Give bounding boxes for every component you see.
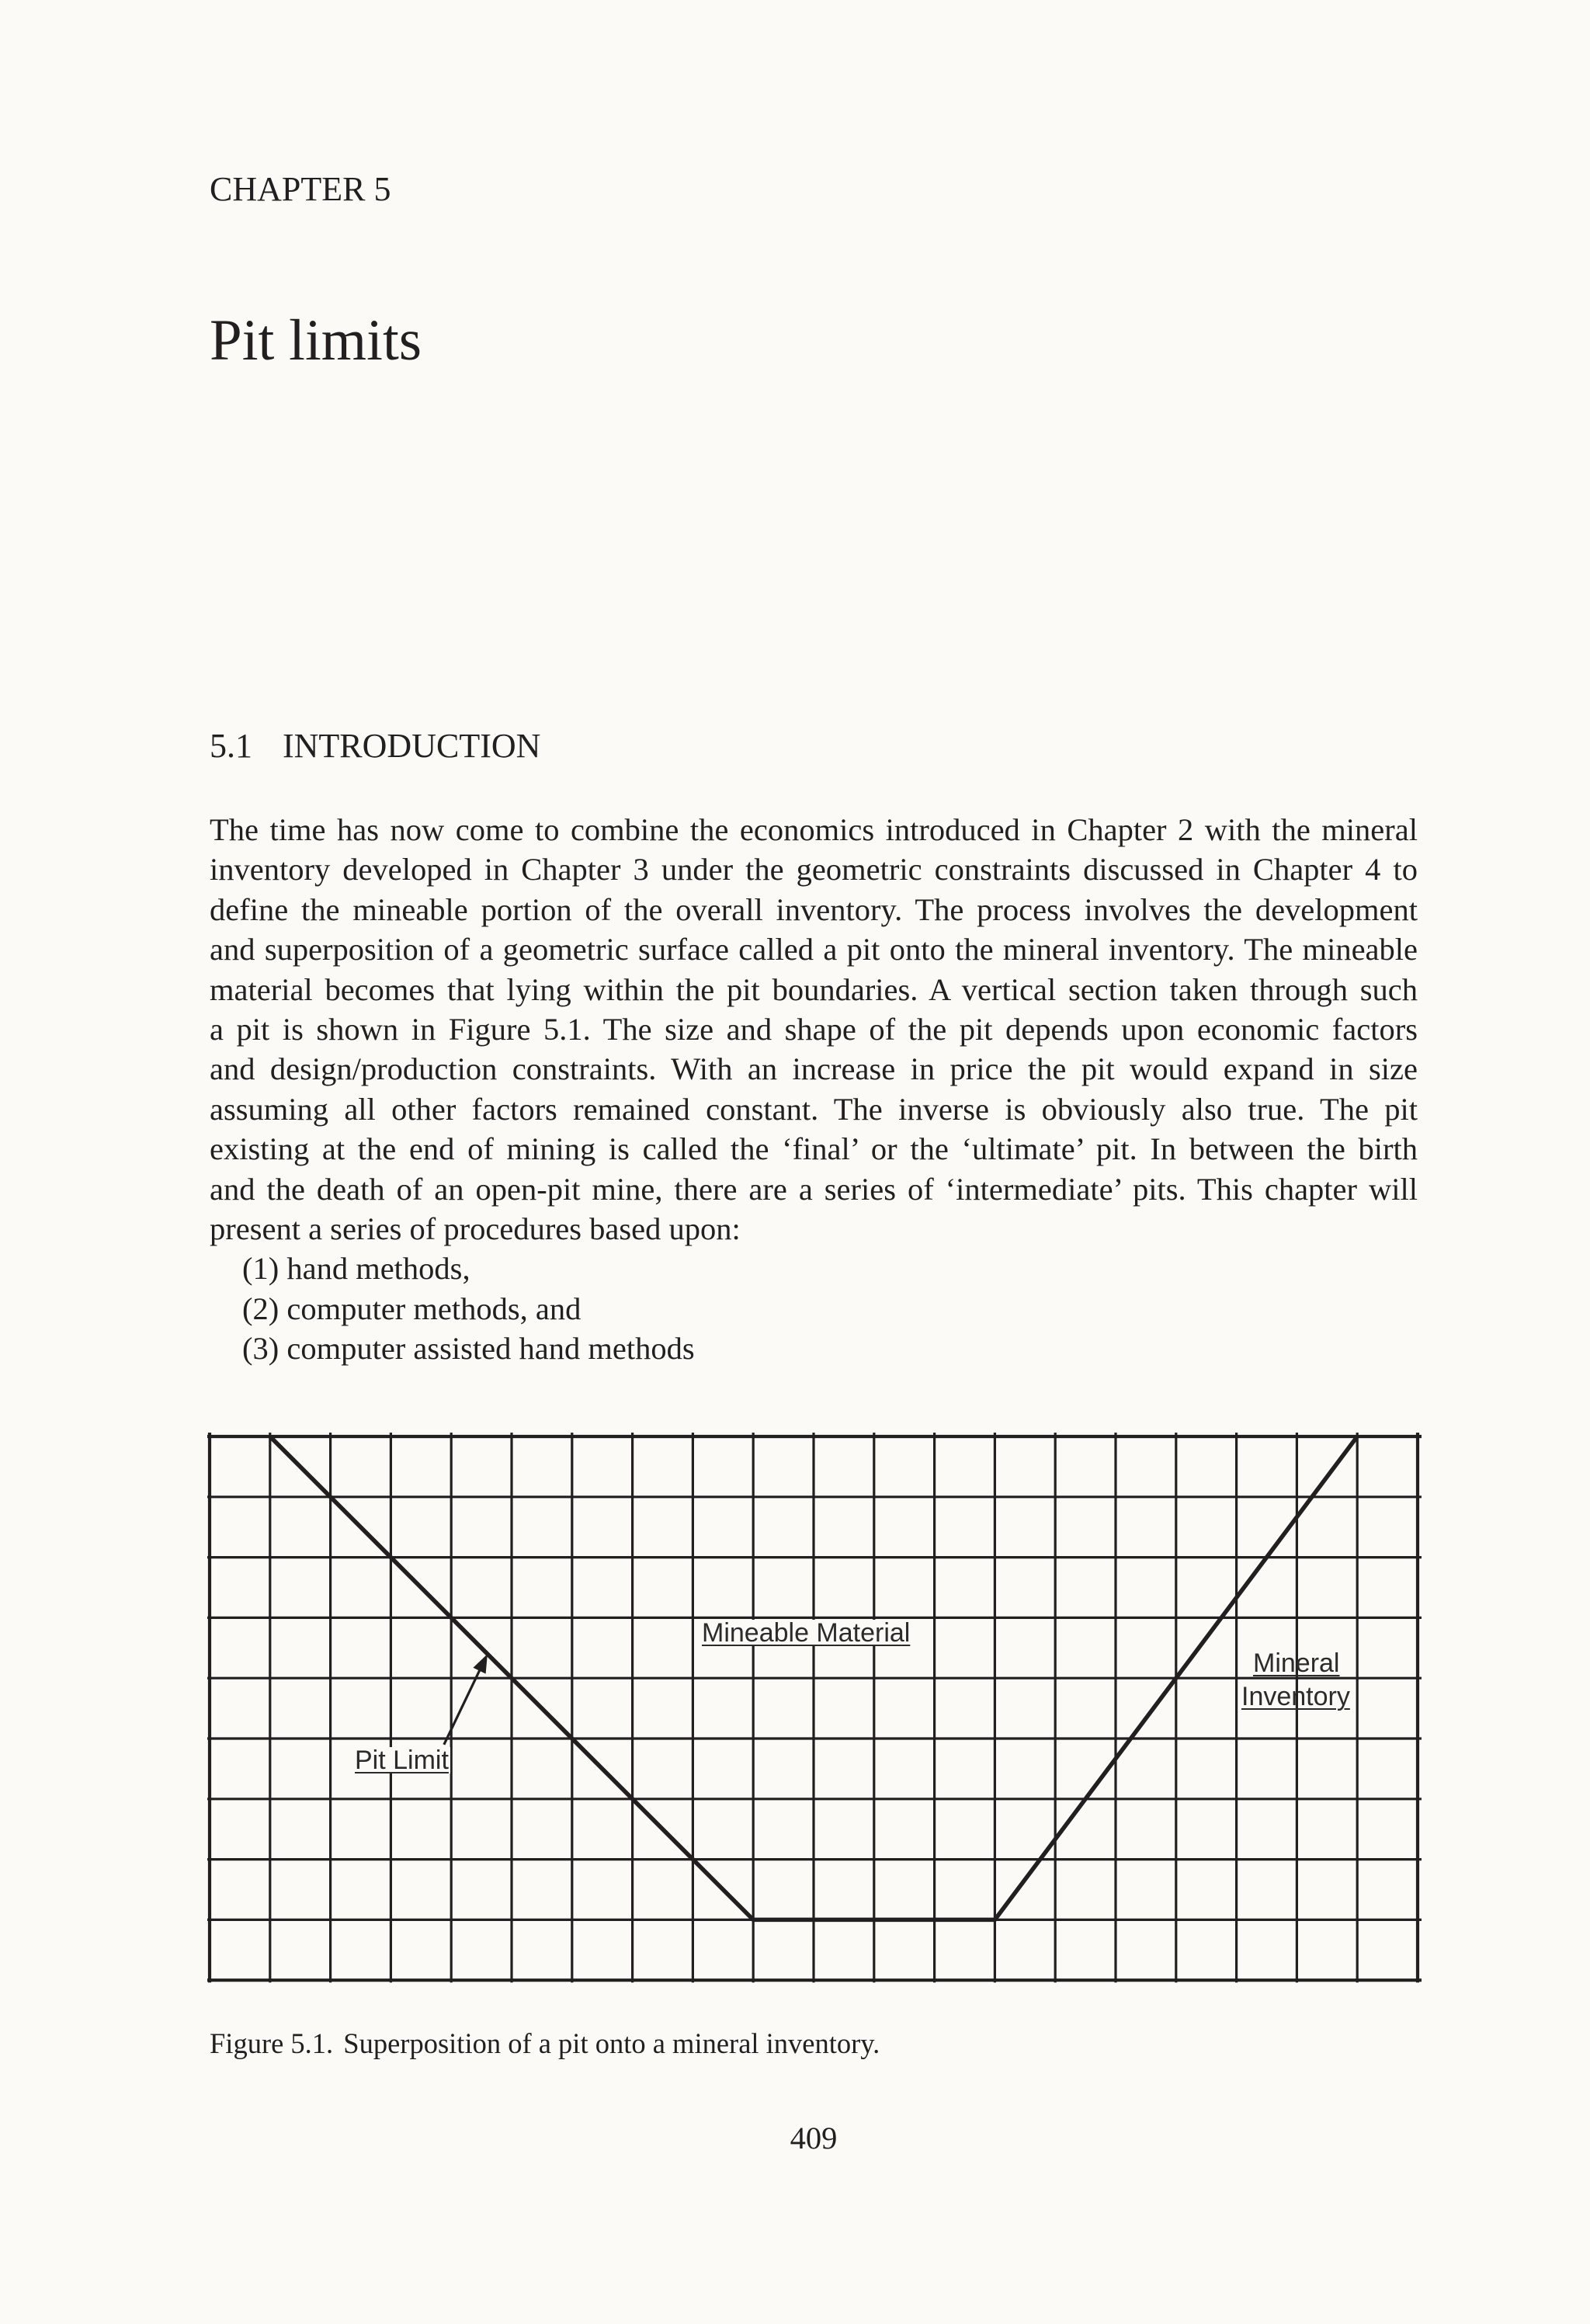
chapter-title: Pit limits — [210, 308, 422, 373]
section-heading — [210, 729, 540, 763]
figure-caption — [210, 2027, 880, 2059]
label-mineable-material: Mineable Material — [702, 1618, 911, 1648]
body-line: and design/production constraints. With an increase in price the pit would expand in size — [210, 1051, 1418, 1087]
body-line: present a series of procedures based upon: — [210, 1211, 741, 1247]
label-pit-limit: Pit Limit — [355, 1746, 449, 1775]
caption-text: Superposition of a pit onto a mineral inventory. — [343, 2027, 880, 2059]
method-list — [242, 1249, 695, 1368]
pit-limit-arrowhead — [473, 1654, 488, 1674]
label-inventory: Inventory — [1241, 1682, 1350, 1711]
label-mineral: Mineral — [1253, 1648, 1340, 1678]
list-item: (3) computer assisted hand methods — [242, 1331, 695, 1367]
body-line: The time has now come to combine the economics introduced in Chapter 2 with the mineral — [210, 812, 1418, 847]
body-line: and superposition of a geometric surface called a pit onto the mineral inventory. The mineable — [210, 932, 1418, 967]
body-line: inventory developed in Chapter 3 under the geometric constraints discussed in Chapter 4 to — [210, 852, 1418, 888]
body-line: define the mineable portion of the overall inventory. The process involves the development — [210, 891, 1418, 927]
section-number: 5.1 — [210, 727, 252, 765]
body-line: assuming all other factors remained constant. The inverse is obviously also true. The pit — [210, 1091, 1418, 1127]
chapter-label: CHAPTER 5 — [210, 170, 391, 208]
list-item: (1) hand methods, — [242, 1251, 470, 1287]
body-paragraph — [210, 810, 1418, 1249]
caption-label: Figure 5.1. — [210, 2027, 334, 2059]
body-line: and the death of an open-pit mine, there are a series of ‘intermediate’ pits. This chapter will — [210, 1171, 1418, 1207]
body-line: existing at the end of mining is called the ‘final’ or the ‘ultimate’ pit. In between the birth — [210, 1131, 1418, 1167]
section-title: INTRODUCTION — [283, 727, 541, 765]
body-line: a pit is shown in Figure 5.1. The size and shape of the pit depends upon economic factors — [210, 1012, 1418, 1047]
pit-limit-arrow-shaft — [444, 1668, 481, 1745]
list-item: (2) computer methods, and — [242, 1291, 581, 1326]
body-line: material becomes that lying within the pit boundaries. A vertical section taken through such — [210, 971, 1418, 1007]
page-number: 409 — [790, 2121, 838, 2156]
